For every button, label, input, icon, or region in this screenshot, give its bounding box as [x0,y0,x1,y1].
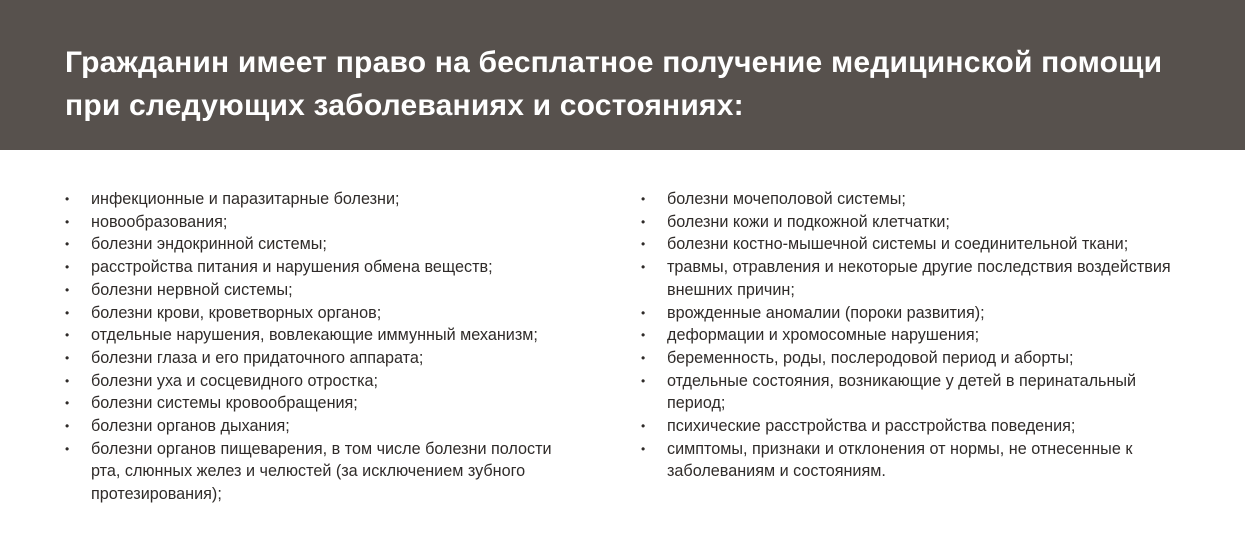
page-title: Гражданин имеет право на бесплатное получение медицинской помощи при следующих заболеваниях и состояниях: [65,46,1163,122]
bullet-icon: • [65,396,70,411]
bullet-icon: • [65,441,70,456]
list-item [65,188,610,211]
bullet-icon: • [641,237,646,252]
list-item-text: болезни мочеполовой системы; [667,190,906,208]
list-item [641,415,1181,438]
list-item-text: болезни глаза и его придаточного аппарата; [91,348,424,367]
list-item-text: болезни костно-мышечной системы и соединительной ткани; [667,235,1129,254]
bullet-icon: • [641,214,646,229]
bullet-icon: • [65,419,70,434]
list-item [641,302,1181,325]
list-item [641,233,1181,256]
bullet-icon: • [641,192,646,206]
list-item-text: болезни эндокринной системы; [91,235,327,254]
bullet-icon: • [641,350,646,365]
bullet-icon: • [65,305,70,320]
bullet-icon: • [65,214,70,229]
bullet-icon: • [65,237,70,252]
list-item [641,370,1181,415]
list-item [65,415,610,438]
list-item-text: отдельные состояния, возникающие у детей в перинатальный период; [667,371,1137,413]
list-item-text: отдельные нарушения, вовлекающие иммунный механизм; [91,326,538,345]
list-item-text: инфекционные и паразитарные болезни; [91,190,400,208]
list-item-text: симптомы, признаки и отклонения от нормы, не отнесенные к заболеваниям и состояниям. [667,439,1133,481]
list-item-text: болезни органов пищеварения, в том числе болезни полости рта, слюнных желез и челюстей (за исключением зубного протезирования); [91,439,552,504]
bullet-icon: • [641,328,646,343]
list-item [65,392,610,415]
list-item-text: болезни кожи и подкожной клетчатки; [667,212,950,231]
bullet-icon: • [65,350,70,365]
list-item [65,347,610,370]
list-item [641,211,1181,234]
bullet-icon: • [641,373,646,388]
list-item [641,347,1181,370]
list-item [65,279,610,302]
list-item [641,324,1181,347]
list-item-text: травмы, отравления и некоторые другие последствия воздействия внешних причин; [667,258,1171,299]
bullet-icon: • [641,441,646,456]
list-item-text: расстройства питания и нарушения обмена веществ; [91,258,493,277]
list-item [65,324,610,347]
list-item [641,438,1181,483]
list-item-text: болезни органов дыхания; [91,417,290,436]
list-item [65,211,610,234]
list-item-text: психические расстройства и расстройства поведения; [667,417,1076,436]
list-item [641,188,1181,211]
list-item-text: болезни системы кровообращения; [91,394,358,413]
list-item-text: болезни крови, кроветворных органов; [91,303,382,322]
bullet-icon: • [641,419,646,434]
bullet-icon: • [65,282,70,297]
bullet-icon: • [65,260,70,275]
list-item-text: беременность, роды, послеродовой период и аборты; [667,348,1074,367]
left-condition-list [65,188,610,506]
list-item-text: деформации и хромосомные нарушения; [667,326,980,345]
list-item [65,256,610,279]
right-condition-list [641,188,1181,483]
header-banner [0,0,1245,150]
bullet-icon: • [65,373,70,388]
bullet-icon: • [641,260,646,275]
list-item [65,302,610,325]
list-item [641,256,1181,301]
bullet-icon: • [65,192,70,206]
list-item-text: болезни нервной системы; [91,280,293,299]
list-item-text: новообразования; [91,212,228,231]
list-item [65,233,610,256]
list-item [65,370,610,393]
list-item-text: врожденные аномалии (пороки развития); [667,303,985,322]
list-item [65,438,561,506]
bullet-icon: • [65,328,70,343]
bullet-icon: • [641,305,646,320]
list-item-text: болезни уха и сосцевидного отростка; [91,371,379,390]
